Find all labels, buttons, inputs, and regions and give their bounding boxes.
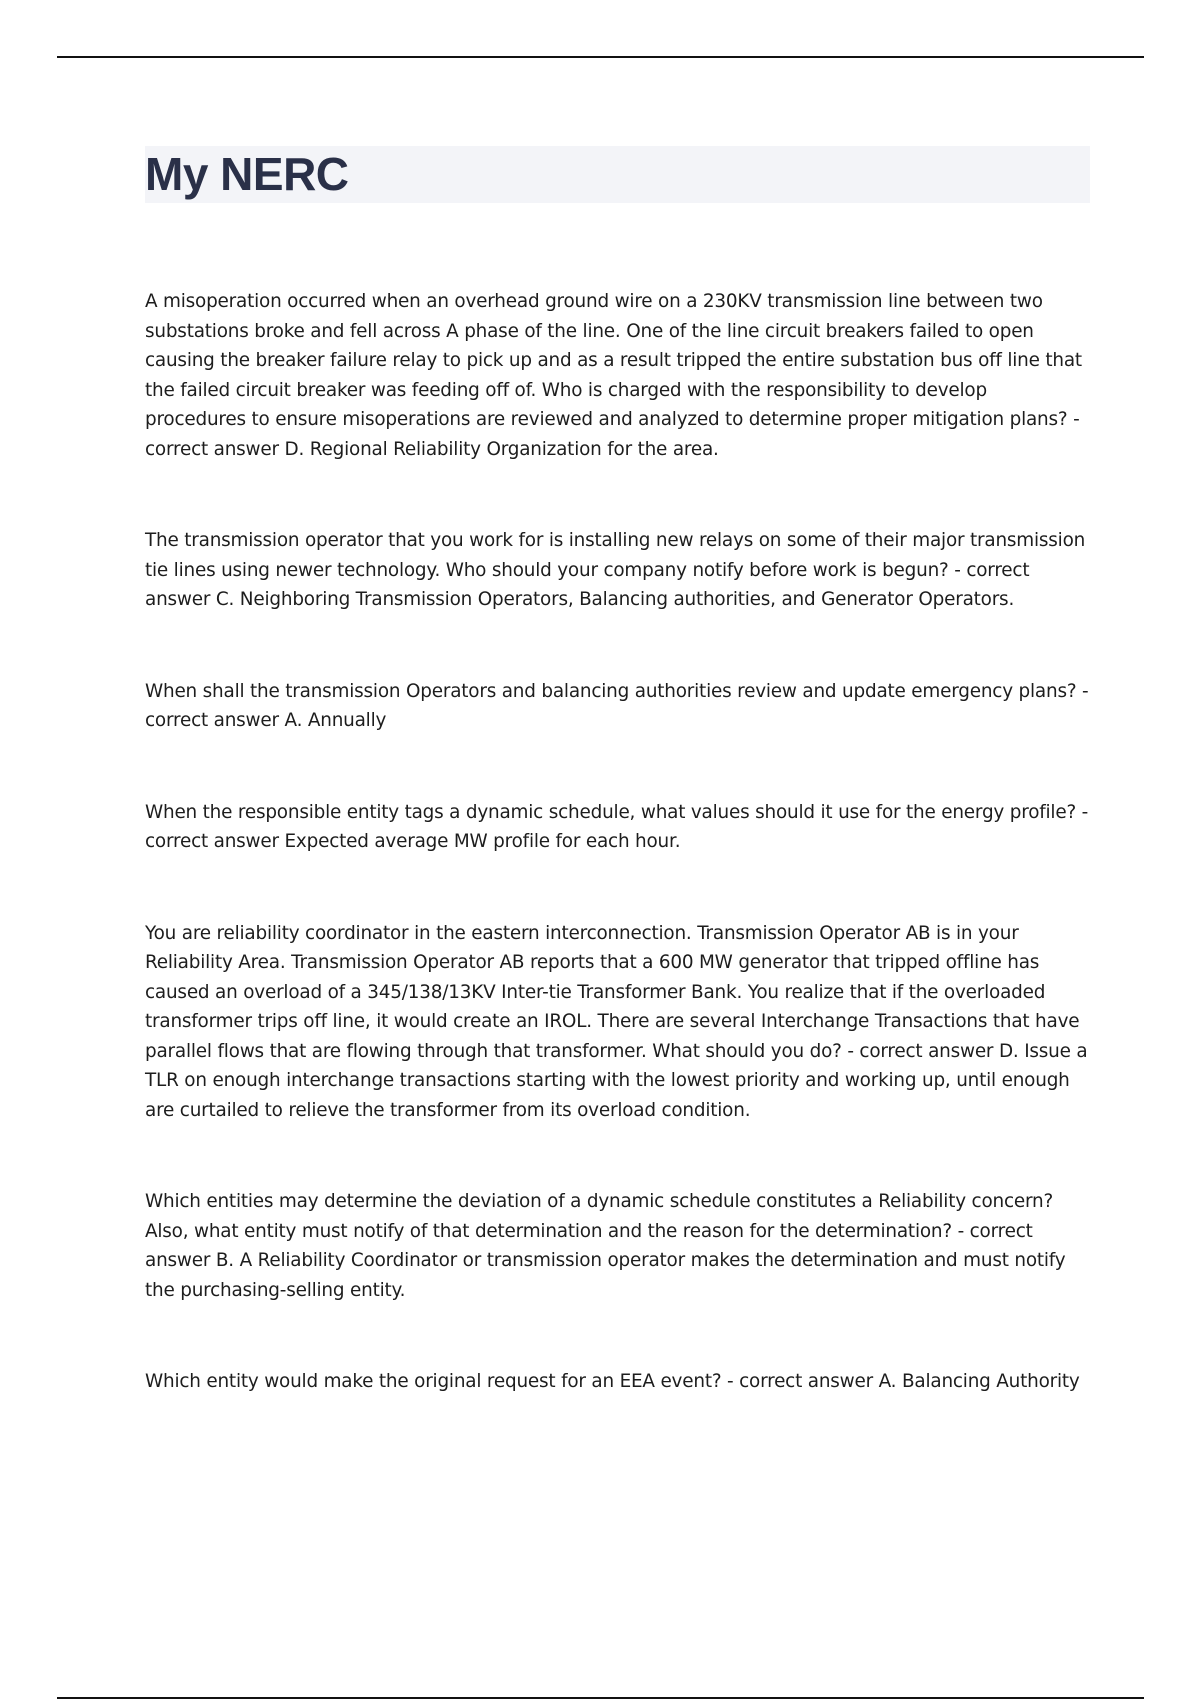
page-title: My NERC [145,148,349,200]
qa-item: A misoperation occurred when an overhead ground wire on a 230KV transmission line between two substations broke and fell across A phase of the line. One of the line circuit breakers failed to open causing the breaker failure relay to pick up and as a result tripped the entire substation bus off line that the failed circuit breaker was feeding off of. Who is charged with the responsibility to develop procedures to ensure misoperations are reviewed and analyzed to determine proper mitigation plans? - correct answer D. Regional Reliability Organization for the area. [145,291,1082,460]
qa-item: Which entity would make the original request for an EEA event? - correct answer A. Balancing Authority [145,1371,1080,1392]
title-band [145,146,1090,203]
qa-item: Which entities may determine the deviation of a dynamic schedule constitutes a Reliability concern? Also, what entity must notify of that determination and the reason for the determination? - correct answer B. A Reliability Coordinator or transmission operator makes the determination and must notify the purchasing-selling entity. [145,1191,1066,1301]
qa-item: The transmission operator that you work for is installing new relays on some of their major transmission tie lines using newer technology. Who should your company notify before work is begun? - correct answer C. Neighboring Transmission Operators, Balancing authorities, and Generator Operators. [145,530,1086,610]
qa-list [145,287,1090,1397]
document-body [145,146,1090,1459]
qa-item: When shall the transmission Operators and balancing authorities review and update emergency plans? - correct answer A. Annually [145,680,1089,731]
qa-item: You are reliability coordinator in the eastern interconnection. Transmission Operator AB is in your Reliability Area. Transmission Operator AB reports that a 600 MW generator that tripped offline has caused an overload of a 345/138/13KV Inter-tie Transformer Bank. You realize that if the overloaded transformer trips off line, it would create an IROL. There are several Interchange Transactions that have parallel flows that are flowing through that transformer. What should you do? - correct answer D. Issue a TLR on enough interchange transactions starting with the lowest priority and working up, until enough are curtailed to relieve the transformer from its overload condition. [145,922,1088,1121]
qa-item: When the responsible entity tags a dynamic schedule, what values should it use for the energy profile? - correct answer Expected average MW profile for each hour. [145,801,1089,852]
bottom-rule [57,1697,1144,1699]
top-rule [57,56,1144,58]
